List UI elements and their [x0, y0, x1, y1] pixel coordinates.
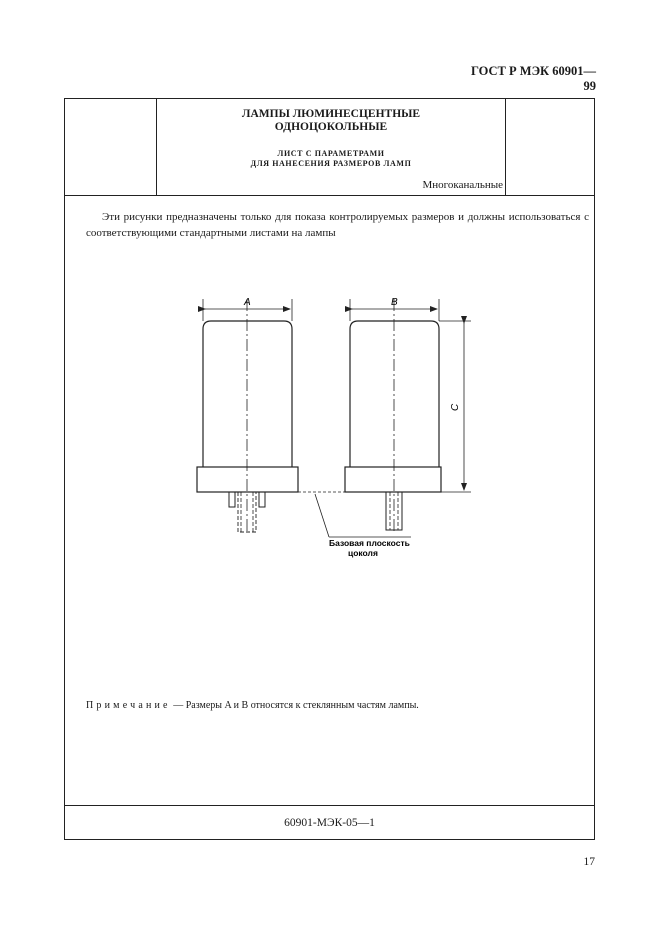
standard-number: ГОСТ Р МЭК 60901—99 [471, 64, 596, 93]
lamp-drawing [65, 99, 594, 799]
lamp-a-outline [197, 299, 298, 534]
dimension-c-label: C [450, 403, 461, 411]
page-number: 17 [583, 856, 595, 868]
subtitle-line-2: ДЛЯ НАНЕСЕНИЯ РАЗМЕРОВ ЛАМП [250, 159, 412, 168]
footer-divider [65, 805, 594, 806]
base-plane-label-line2: цоколя [348, 548, 378, 558]
dimension-a-label: A [244, 297, 251, 308]
lamp-category: Многоканальные [422, 179, 503, 191]
lamp-b-outline [345, 299, 441, 532]
title-line-1: ЛАМПЫ ЛЮМИНЕСЦЕНТНЫЕ [241, 108, 421, 120]
sheet-code: 60901-МЭК-05—1 [284, 817, 375, 829]
dimension-b-label: B [391, 297, 398, 308]
note [86, 700, 419, 711]
base-plane-label-line1: Базовая плоскость [329, 538, 410, 548]
note-text: — Размеры A и B относятся к стеклянным частям лампы. [170, 700, 419, 711]
title-line-2: ОДНОЦОКОЛЬНЫЕ [274, 121, 388, 133]
sheet-frame [64, 98, 595, 840]
subtitle-line-1: ЛИСТ С ПАРАМЕТРАМИ [277, 149, 385, 158]
note-prefix: Примечание [86, 700, 171, 711]
intro-paragraph: Эти рисунки предназначены только для показа контролируемых размеров и должны использоваться с соответствующими стандартными листами на лампы [86, 211, 589, 239]
